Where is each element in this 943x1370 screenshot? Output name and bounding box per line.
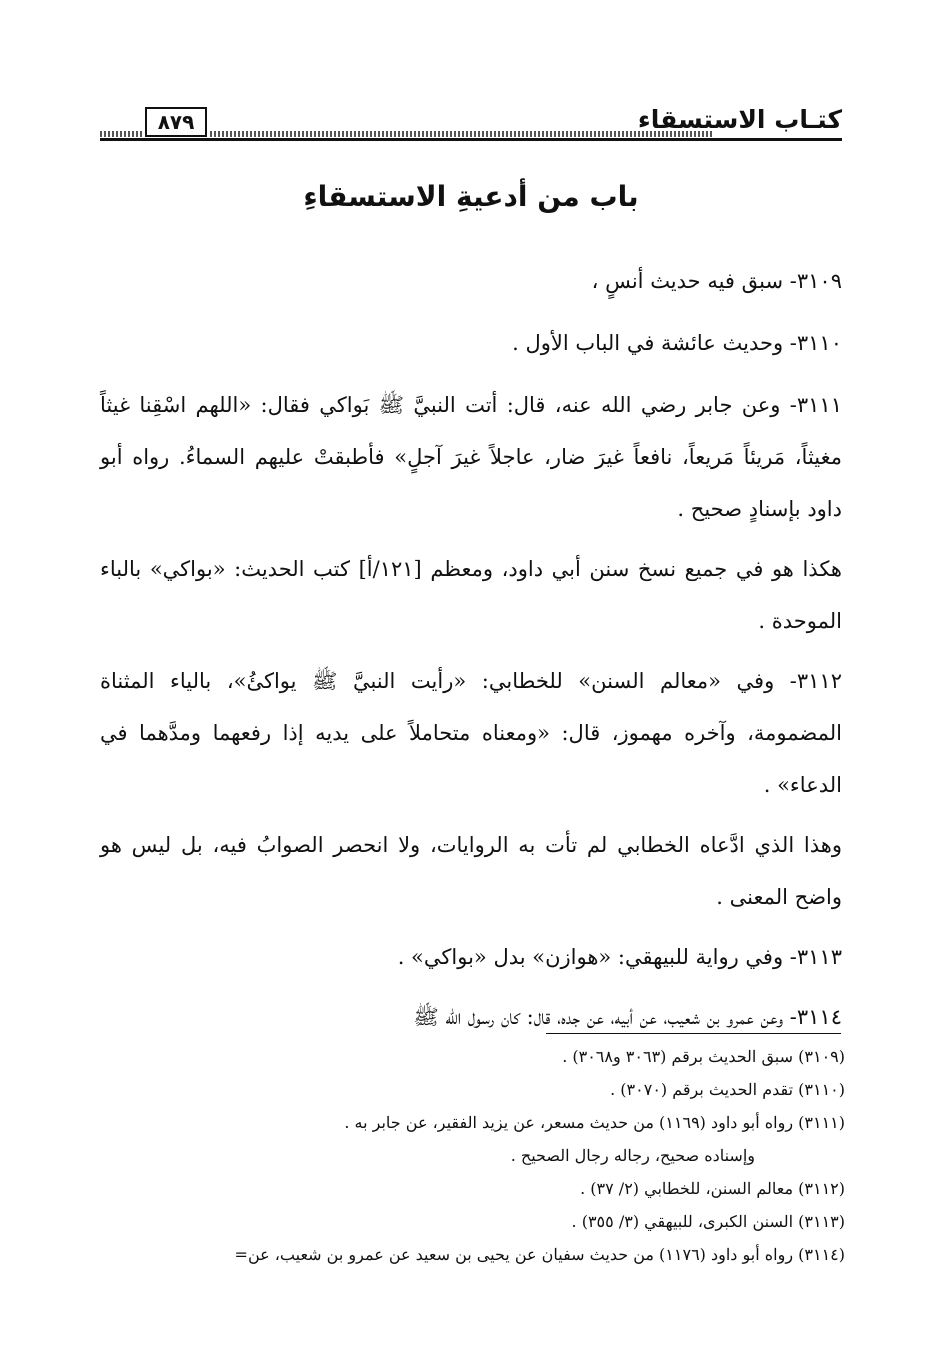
- footnote-separator: [546, 1033, 841, 1034]
- paragraph-3113: ٣١١٣- وفي رواية للبيهقي: «هوازن» بدل «بواكي» .: [397, 945, 842, 969]
- footnote-3111-continued: وإسناده صحيح، رجاله رجال الصحيح .: [510, 1146, 755, 1165]
- page-number: ٨٧٩: [145, 107, 207, 137]
- page-header: [100, 95, 842, 150]
- paragraph-khattabi-comment: وهذا الذي ادَّعاه الخطابي لم تأت به الروايات، ولا انحصر الصوابُ فيه، بل ليس هو واضح المعنى .: [100, 833, 842, 909]
- paragraph-3109: ٣١٠٩- سبق فيه حديث أنسٍ ،: [591, 269, 842, 293]
- paragraph-3114: ٣١١٤- وعن عمرو بن شعيب، عن أبيه، عن جده، قال: كان رسول الله ﷺ: [413, 1005, 842, 1029]
- section-heading: باب من أدعيةِ الاستسقاءِ: [303, 180, 639, 213]
- footnote-3109: (٣١٠٩) سبق الحديث برقم (٣٠٦٣ و٣٠٦٨) .: [562, 1047, 845, 1066]
- chapter-title: كتـاب الاستسقاء: [637, 105, 842, 134]
- paragraph-3111: ٣١١١- وعن جابر رضي الله عنه، قال: أتت النبيَّ ﷺ بَواكي فقال: «اللهم اسْقِنا غيثاً مغيثاً، مَريئاً مَريعاً، نافعاً غيرَ ضار، عاجلاً غيرَ آجلٍ» فأطبقتْ عليهم السماءُ. رواه أبو داود بإسنادٍ صحيح .: [100, 393, 842, 521]
- footnote-3112: (٣١١٢) معالم السنن، للخطابي (٢/ ٣٧) .: [580, 1179, 845, 1198]
- footnote-3113: (٣١١٣) السنن الكبرى، للبيهقي (٣/ ٣٥٥) .: [571, 1212, 845, 1231]
- paragraph-note-bawaki: هكذا هو في جميع نسخ سنن أبي داود، ومعظم [١٢١/أ] كتب الحديث: «بواكي» بالباء الموحدة .: [100, 557, 842, 633]
- main-text: [100, 255, 842, 1043]
- header-hatch-left: [100, 131, 142, 137]
- footnote-3114: (٣١١٤) رواه أبو داود (١١٧٦) من حديث سفيان عن يحيى بن سعيد عن عمرو بن شعيب، عن=: [234, 1245, 845, 1264]
- footnote-3111: (٣١١١) رواه أبو داود (١١٦٩) من حديث مسعر، عن يزيد الفقير، عن جابر به .: [344, 1113, 845, 1132]
- footnotes: [95, 1040, 845, 1271]
- header-hatch: [210, 131, 712, 137]
- paragraph-3110: ٣١١٠- وحديث عائشة في الباب الأول .: [512, 331, 842, 355]
- footnote-3110: (٣١١٠) تقدم الحديث برقم (٣٠٧٠) .: [610, 1080, 845, 1099]
- paragraph-3112: ٣١١٢- وفي «معالم السنن» للخطابي: «رأيت النبيَّ ﷺ يواكئُ»، بالياء المثناة المضمومة، وآخره مهموز، قال: «ومعناه متحاملاً على يديه إذا رفعهما ومدَّهما في الدعاء» .: [100, 669, 842, 797]
- header-rule: [100, 138, 842, 141]
